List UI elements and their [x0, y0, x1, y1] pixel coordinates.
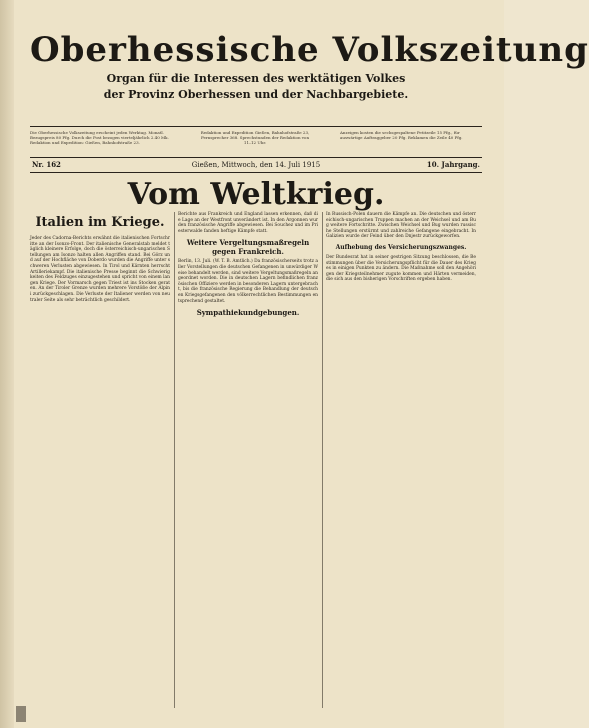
- dateline-rule-bottom: [30, 172, 482, 173]
- article-text-vergeltung: Berlin, 13. Juli. (W. T. B. Amtlich.) Da französischerseits trotz aller Vorstellungen die deutschen Gefangenen in unwürdiger Weise behandelt werden, sind weitere Vergeltungsmaßregeln angeordnet worden. Die in deutschen Lagern befindlichen französischen Offiziere werden in besonderen Lagern untergebracht, bis die französische Regierung die Behandlung der deutschen Kriegsgefangenen den völkerrechtlichen Bestimmungen entsprechend gestaltet.: [178, 259, 318, 304]
- article-column-3: [326, 212, 476, 712]
- column-divider-2: [322, 212, 323, 708]
- info-right: Anzeigen kosten die sechsgespaltene Petitzeile 15 Pfg., für auswärtige Auftraggeber 20 Pfg. Reklamen die Zeile 40 Pfg.: [340, 130, 463, 140]
- info-center: Redaktion und Expedition Gießen, Bahnhofstraße 23, Fernsprecher 368. Sprechstunden der Redaktion von 11–12 Uhr.: [200, 130, 310, 145]
- article-heading-versicherung: Aufhebung des Versicherungszwanges.: [335, 243, 467, 251]
- issue-number: Nr. 162: [32, 160, 61, 169]
- info-left: Die Oberhessische Volkszeitung erscheint jeden Werktag. Monatl. Bezugspreis 80 Pfg. Durch die Post bezogen vierteljährlich 2.40 Mk. Redaktion und Expedition: Gießen, Bahnhofstraße 23.: [30, 130, 169, 145]
- issue-date: Gießen, Mittwoch, den 14. Juli 1915: [191, 161, 321, 169]
- dateline-rule-top: [30, 157, 482, 158]
- info-band: [30, 128, 482, 154]
- article-text-column2-top: Berichte aus Frankreich und England lassen erkennen, daß die Lage an der Westfront unverändert ist. In den Argonnen wurden französische Angriffe abgewiesen. Bei Souchez und im Priesterwalde fanden heftige Kämpfe statt.: [178, 212, 318, 234]
- masthead: [30, 30, 589, 102]
- newspaper-subtitle-line1: Organ für die Interessen des werktätigen Volkes: [106, 72, 406, 85]
- dateline: [30, 159, 482, 171]
- article-text-italien: Jeder des Cadorna-Berichts erwähnt die italienischen Fortschritte an der Isonzo-Front. Der italienische Generalstab meldet täglich kleinere Erfolge, doch die österreichisch-ungarischen Stellungen am Isonzo halten allen Angriffen stand. Bei Görz und auf der Hochfläche von Doberdo wurden die Angriffe unter schweren Verlusten abgewiesen. In Tirol und Kärnten herrscht Artilleriekampf. Die italienische Presse beginnt die Schwierigkeiten des Feldzuges einzugestehen und spricht von einem langen Kriege. Der Vormarsch gegen Triest ist ins Stocken geraten. An der Tiroler Grenze wurden mehrere Vorstöße der Alpini zurückgeschlagen. Die Verluste der Italiener werden von neutraler Seite als sehr beträchtlich geschildert.: [30, 236, 170, 303]
- article-heading-sympathie: Sympathiekundgebungen.: [196, 308, 300, 318]
- article-heading-italien: Italien im Kriege.: [35, 215, 165, 230]
- article-column-2: [178, 212, 318, 712]
- masthead-rule: [30, 126, 482, 127]
- page-edge-shadow: [0, 0, 14, 728]
- article-column-1: [30, 212, 170, 712]
- article-text-column3-top: In Russisch-Polen dauern die Kämpfe an. Die deutschen und österreichisch-ungarischen Truppen machen an der Weichsel und am Bug weitere Fortschritte. Zwischen Weichsel und Bug wurden russische Stellungen erstürmt und zahlreiche Gefangene eingebracht. In Galizien wurde der Feind über den Dnjestr zurückgeworfen.: [326, 212, 476, 240]
- article-heading-vergeltung: Weitere Vergeltungsmaßregeln gegen Frankreich.: [186, 238, 310, 257]
- newspaper-title: Oberhessische Volkszeitung: [30, 30, 589, 70]
- column-divider-1: [174, 212, 175, 708]
- article-text-versicherung: Der Bundesrat hat in seiner gestrigen Sitzung beschlossen, die Bestimmungen über die Versicherungspflicht für die Dauer des Krieges in einigen Punkten zu ändern. Die Maßnahme soll den Angehörigen der Kriegsteilnehmer zugute kommen und Härten vermeiden, die sich aus den bisherigen Vorschriften ergeben haben.: [326, 254, 476, 283]
- margin-mark: [16, 706, 26, 722]
- page-headline: Vom Weltkrieg.: [127, 177, 385, 212]
- newspaper-subtitle-line2: der Provinz Oberhessen und der Nachbargebiete.: [103, 88, 409, 101]
- volume-number: 10. Jahrgang.: [426, 160, 480, 169]
